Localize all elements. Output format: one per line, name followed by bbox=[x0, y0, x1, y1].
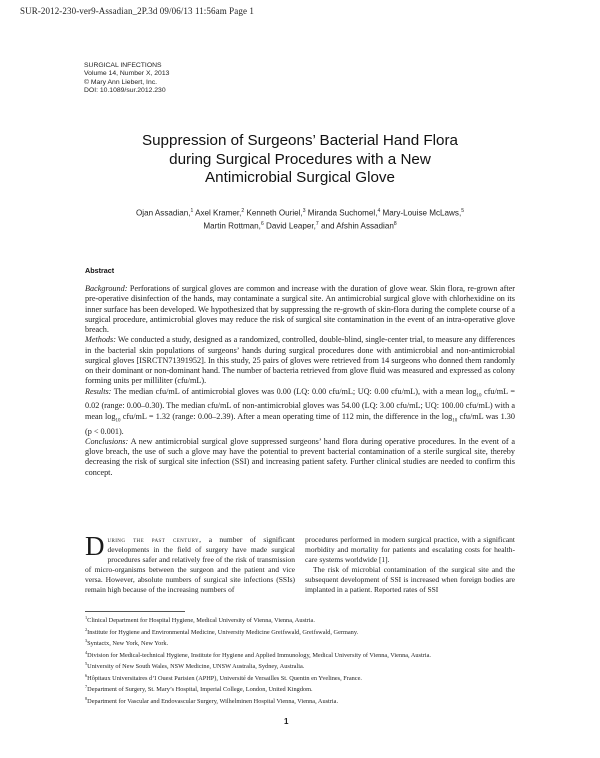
conclusions-text: A new antimicrobial surgical glove suppressed surgeons’ hand flora during operative procedures. In the event of a glove breach, the use of such a glove may have the potential to prevent bacterial contamination of a sterile surgical site, thereby decreasing the risk of surgical site infection (SSI) and increasing patient safety. Further clinical studies are needed to confirm this concept. bbox=[85, 436, 515, 477]
footnote-text: Hôpitaux Universitaires d’I Ouest Parisien (APHP), Université de Versailles St. Quentin en Yvelines, France. bbox=[87, 674, 362, 682]
methods-text: We conducted a study, designed as a randomized, controlled, double-blind, single-center trial, to measure any differences in the bacterial skin populations of surgeons’ hands during surgical procedures done with antimicrobial and non-antimicrobial surgical gloves [ISRCTN71391952]. In this study, 25 pairs of gloves were retrieved from 14 surgeons who donned them randomly on their dominant or non-dominant hand. The number of bacteria retrieved from glove fluid was measured and expressed as colony forming units per milliliter (cfu/mL). bbox=[85, 335, 516, 386]
abstract-results bbox=[85, 387, 515, 437]
running-header: SUR-2012-230-ver9-Assadian_2P.3d 09/06/13 11:56am Page 1 bbox=[20, 6, 254, 16]
footnote-number: 7 bbox=[85, 684, 88, 689]
results-text: cfu/mL was 1.30 (p < 0.001). bbox=[85, 411, 515, 436]
intro-text: a number of significant developments in the field of surgery have made surgical procedures safer and relatively free of the risk of transmission of micro-organisms between the surgeon and the patient and vice versa. However, absolute numbers of surgical site infections (SSIs) remain high because of the increasing numbers of bbox=[85, 535, 295, 595]
body-column-right bbox=[305, 535, 515, 596]
abstract-background bbox=[85, 284, 515, 335]
footnote bbox=[85, 637, 525, 649]
journal-name: SURGICAL INFECTIONS bbox=[84, 62, 162, 69]
footnote-number: 6 bbox=[85, 672, 88, 678]
footnote bbox=[85, 672, 525, 684]
log-subscript: 10 bbox=[115, 418, 121, 424]
footnote bbox=[85, 649, 525, 661]
author: Axel Kramer, bbox=[195, 208, 242, 218]
affiliation-mark: 4 bbox=[377, 208, 381, 214]
footnote-text: University of New South Wales, NSW Medicine, UNSW Australia, Sydney, Australia. bbox=[87, 663, 305, 671]
footnote-number: 4 bbox=[85, 649, 88, 655]
affiliation-mark: 1 bbox=[190, 208, 194, 214]
author: Ojan Assadian, bbox=[136, 208, 191, 218]
footnote-text: Institute for Hygiene and Environmental Medicine, University Medicine Greifswald, Greifswald, Germany. bbox=[87, 628, 359, 636]
journal-copyright: © Mary Ann Liebert, Inc. bbox=[84, 78, 158, 86]
footnote-text: Department for Vascular and Endovascular Surgery, Wilhelminen Hospital Vienna, Vienna, Austria. bbox=[87, 697, 339, 705]
log-subscript: 10 bbox=[452, 418, 458, 424]
title-line-3: Antimicrobial Surgical Glove bbox=[205, 169, 395, 186]
abstract-body bbox=[85, 284, 515, 478]
footnote-number: 2 bbox=[85, 626, 88, 632]
footnote-number: 3 bbox=[85, 638, 88, 643]
affiliation-mark: 2 bbox=[241, 208, 245, 214]
affiliation-mark: 3 bbox=[302, 208, 306, 214]
footnote bbox=[85, 614, 525, 626]
footnote-text: Clinical Department for Hospital Hygiene, Medical University of Vienna, Vienna, Austria. bbox=[87, 617, 315, 625]
body-paragraph: The risk of microbial contamination of the surgical site and the subsequent development of SSI is increased when foreign bodies are implanted in a patient. Reported rates of SSI bbox=[305, 565, 515, 595]
methods-label: Methods: bbox=[85, 335, 116, 345]
conclusions-label: Conclusions: bbox=[85, 436, 129, 446]
affiliation-footnotes bbox=[85, 614, 525, 706]
author-line-1 bbox=[70, 206, 530, 219]
abstract-conclusions bbox=[85, 437, 515, 478]
author: Mary-Louise McLaws, bbox=[382, 208, 462, 218]
affiliation-mark: 5 bbox=[461, 208, 464, 214]
author: Kenneth Ouriel, bbox=[246, 208, 303, 218]
page-number: 1 bbox=[284, 717, 289, 726]
intro-paragraph bbox=[85, 531, 295, 596]
body-paragraph: procedures performed in modern surgical practice, with a significant morbidity and mortality for patients and escalating costs for health-care systems worldwide [1]. bbox=[305, 535, 515, 565]
abstract-methods bbox=[85, 335, 515, 386]
title-line-2: during Surgical Procedures with a New bbox=[169, 150, 431, 168]
affiliation-mark: 6 bbox=[260, 220, 264, 227]
background-label: Background: bbox=[85, 284, 128, 293]
author: and Afshin Assadian bbox=[320, 221, 394, 231]
journal-volume: Volume 14, Number X, 2013 bbox=[84, 70, 170, 78]
footnote bbox=[85, 626, 525, 638]
drop-cap: D bbox=[85, 531, 105, 561]
footnote-number: 1 bbox=[85, 615, 88, 620]
footnote-text: Syntactx, New York, New York. bbox=[87, 640, 169, 648]
affiliation-mark: 7 bbox=[315, 220, 319, 227]
results-label: Results: bbox=[85, 386, 112, 396]
footnote bbox=[85, 695, 525, 707]
author-line-2 bbox=[70, 219, 530, 232]
footnote-number: 8 bbox=[85, 695, 88, 701]
results-text: cfu/mL = 0.02 (range: 0.00–0.30). The median cfu/mL of non-antimicrobial gloves was 54.00 (LQ: 3.00 cfu/mL; UQ: 100.00 cfu/mL) with a mean log bbox=[85, 386, 515, 421]
article-title bbox=[60, 132, 540, 188]
background-text: Perforations of surgical gloves are common and increase with the duration of glove wear. Skin flora, re-grown after pre-operative disinfection of the hands, may contaminate a surgical site. An antimicrobial surgical glove with chlorhexidine on its inner surface has been developed. We hypothesized that by suppressing the re-growth of skin-flora during the complete course of a surgical procedure, antimicrobial gloves may reduce the risk of surgical site contamination in the event of an intra-operative glove breach. bbox=[85, 284, 515, 334]
journal-info bbox=[84, 62, 169, 95]
author: David Leaper, bbox=[265, 221, 316, 231]
results-text: The median cfu/mL of antimicrobial gloves was 0.00 (LQ: 0.00 cfu/mL; UQ: 0.00 cfu/mL), with a mean log bbox=[113, 386, 477, 396]
footnote bbox=[85, 660, 525, 672]
affiliation-mark: 8 bbox=[393, 220, 397, 227]
results-text: cfu/mL = 1.32 (range: 0.00–2.39). After a mean operating time of 112 min, the difference in the log bbox=[120, 411, 453, 421]
footnote-text: Department of Surgery, St. Mary’s Hospital, Imperial College, London, United Kingdom. bbox=[87, 686, 313, 694]
log-subscript: 10 bbox=[476, 393, 482, 399]
lead-in: uring the past century, bbox=[107, 535, 202, 544]
abstract-heading: Abstract bbox=[85, 266, 115, 275]
author: Martin Rottman, bbox=[203, 221, 261, 231]
author-list bbox=[70, 206, 530, 232]
footnote-text: Division for Medical-technical Hygiene, Institute for Hygiene and Applied Immunology, Medical University of Vienna, Vienna, Austria. bbox=[87, 651, 431, 659]
footnote-divider bbox=[85, 611, 185, 612]
author: Miranda Suchomel, bbox=[307, 208, 378, 218]
footnote bbox=[85, 683, 525, 695]
title-line-1: Suppression of Surgeons’ Bacterial Hand Flora bbox=[141, 132, 458, 149]
footnote-number: 5 bbox=[85, 661, 88, 666]
body-column-left bbox=[85, 531, 295, 596]
journal-doi: DOI: 10.1089/sur.2012.230 bbox=[84, 86, 166, 94]
